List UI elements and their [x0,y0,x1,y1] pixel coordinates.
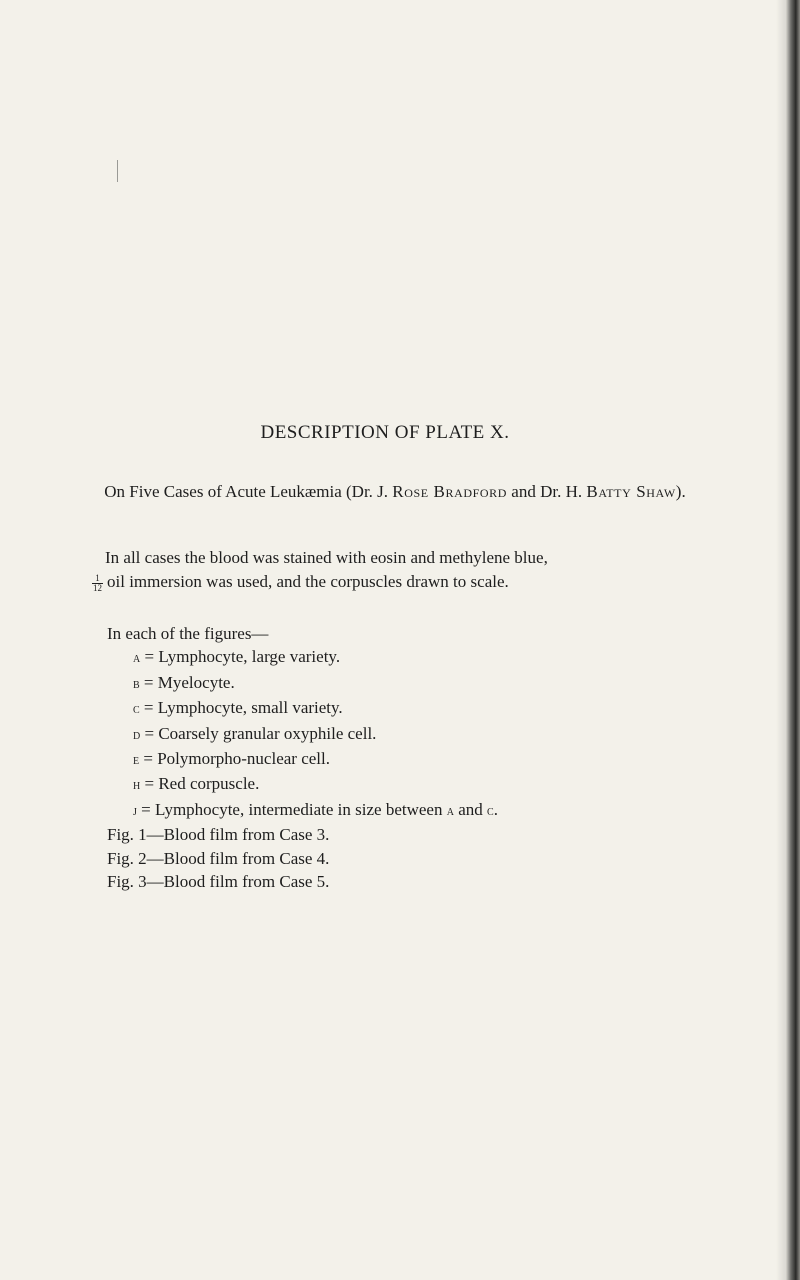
method-line-2: oil immersion was used, and the corpuscles drawn to scale. [107,572,509,591]
legend-item-d [107,722,707,747]
legend-text: = Red corpuscle. [140,774,260,794]
fraction-twelfth [92,574,103,593]
legend-end: . [493,799,498,819]
legend-letter-ref-c: c [487,803,494,819]
legend-item-h [107,772,707,797]
page-title: DESCRIPTION OF PLATE X. [260,422,510,443]
author-bradford: Rose Bradford [392,482,508,501]
legend-and: and [453,799,488,819]
legend-letter: e [133,753,140,769]
legend-letter-ref-a: a [446,803,454,819]
subtitle-prefix: On Five Cases of Acute Leukæmia (Dr. J. [104,482,393,501]
legend-text: = Myelocyte. [139,672,235,692]
fraction-numerator: 1 [92,574,103,584]
legend-letter: j [133,803,137,819]
legend-text: = Lymphocyte, intermediate in size between [136,799,447,819]
legend-text: = Coarsely granular oxyphile cell. [140,723,377,743]
subtitle-suffix: ). [675,482,686,501]
legend-letter: c [133,702,140,718]
author-shaw: Batty Shaw [586,482,676,501]
figures-intro: In each of the figures— [107,624,269,643]
legend-letter: a [133,651,141,667]
legend-text: = Lymphocyte, large variety. [140,647,341,667]
fraction-denominator: 12 [93,582,102,593]
figure-caption-2: Fig. 2—Blood film from Case 4. [107,848,330,868]
method-line-2-row [92,570,690,594]
legend-letter: b [133,676,140,692]
stray-mark [117,160,118,182]
binding-shadow [776,0,786,1280]
legend-item-e [107,747,707,772]
legend-item-j [107,798,707,823]
legend-text: = Polymorpho-nuclear cell. [139,749,330,769]
legend-item-b [107,671,707,696]
legend-letter: d [133,727,141,743]
legend-letter: h [133,778,141,794]
figure-caption-1: Fig. 1—Blood film from Case 3. [107,825,330,845]
figure-caption-3: Fig. 3—Blood film from Case 5. [107,872,330,892]
binding-edge [786,0,800,1280]
legend-item-a [107,645,707,670]
subtitle [100,480,690,504]
method-paragraph [93,546,690,594]
method-line-1: In all cases the blood was stained with eosin and methylene blue, [105,548,548,567]
figure-legend [107,622,707,893]
legend-text: = Lymphocyte, small variety. [139,698,343,718]
legend-item-c [107,696,707,721]
subtitle-middle: and Dr. H. [507,482,587,501]
